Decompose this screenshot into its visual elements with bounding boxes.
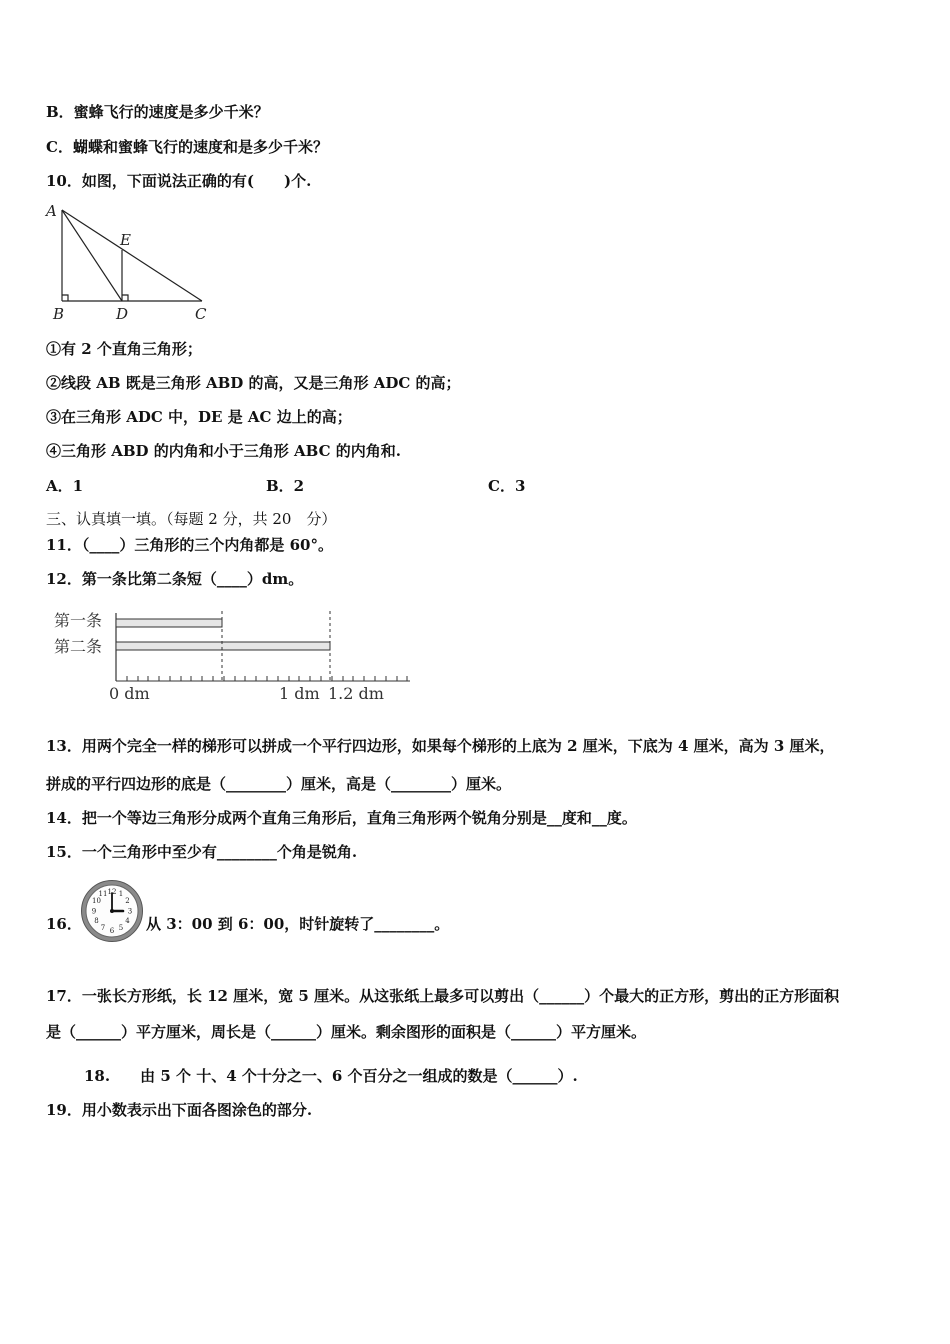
clock-num-9: 9	[91, 907, 97, 916]
option-c-line: C．蝴蝶和蜜蜂飞行的速度和是多少千米？	[46, 138, 328, 156]
statement-1: ①有 2 个直角三角形；	[46, 340, 202, 358]
q10-option-c: C．3	[488, 477, 526, 495]
clock-num-3: 3	[127, 907, 133, 916]
question-13-line-2: 拼成的平行四边形的底是（________）厘米，高是（________）厘米。	[46, 775, 512, 793]
clock-num-5: 5	[118, 924, 124, 932]
bar-first	[116, 619, 222, 627]
tick-label-0: 0 dm	[109, 684, 150, 703]
segment-ad	[62, 210, 122, 301]
question-15: 15．一个三角形中至少有________个角是锐角.	[46, 843, 358, 861]
tick-label-1: 1 dm	[279, 684, 320, 703]
question-16-number: 16．	[46, 915, 82, 933]
statement-2: ②线段 AB 既是三角形 ABD 的高，又是三角形 ADC 的高；	[46, 374, 461, 392]
question-10: 10．如图，下面说法正确的有( )个.	[46, 172, 312, 190]
right-angle-b	[62, 295, 68, 301]
label-e: E	[120, 231, 131, 249]
row-label-second: 第二条	[54, 637, 103, 656]
clock-num-1: 1	[118, 890, 124, 898]
question-14: 14．把一个等边三角形分成两个直角三角形后，直角三角形两个锐角分别是__度和__度。	[46, 809, 637, 827]
question-18: 18. 由 5 个 十、4 个十分之一、6 个百分之一组成的数是（______）.	[84, 1067, 578, 1085]
question-16-text: 从 3：00 到 6：00，时针旋转了________。	[146, 915, 450, 933]
clock-num-12: 12	[107, 888, 117, 896]
section-3-heading: 三、认真填一填。（每题 2 分，共 20 分）	[46, 510, 337, 528]
clock-num-6: 6	[109, 927, 115, 935]
row-label-first: 第一条	[54, 611, 103, 630]
triangle-figure	[40, 200, 220, 325]
clock-num-8: 8	[94, 917, 99, 925]
clock-num-2: 2	[125, 897, 130, 905]
clock-num-4: 4	[125, 917, 130, 925]
bar-figure	[46, 605, 416, 705]
question-12: 12．第一条比第二条短（____）dm。	[46, 570, 304, 588]
label-d: D	[116, 305, 129, 323]
statement-4: ④三角形 ABD 的内角和小于三角形 ABC 的内角和.	[46, 442, 401, 460]
question-17-line-1: 17．一张长方形纸，长 12 厘米，宽 5 厘米。从这张纸上最多可以剪出（______）个最大的正方形，剪出的正方形面积	[46, 987, 840, 1005]
q10-option-a: A．1	[46, 477, 84, 495]
question-17-line-2: 是（______）平方厘米，周长是（______）厘米。剩余图形的面积是（______）平方厘米。	[46, 1023, 647, 1041]
label-b: B	[53, 305, 65, 323]
clock-num-11: 11	[98, 890, 108, 898]
bar-second	[116, 642, 330, 650]
statement-3: ③在三角形 ADC 中，DE 是 AC 边上的高；	[46, 408, 352, 426]
option-b-line: B．蜜蜂飞行的速度是多少千米？	[46, 103, 269, 121]
tick-label-1-2: 1.2 dm	[328, 684, 384, 703]
label-a: A	[46, 202, 57, 220]
clock-icon	[80, 879, 144, 943]
ruler-axis	[116, 676, 410, 681]
q10-option-b: B．2	[266, 477, 305, 495]
clock-num-10: 10	[92, 897, 101, 905]
question-19: 19．用小数表示出下面各图涂色的部分.	[46, 1101, 313, 1119]
right-angle-d	[122, 295, 128, 301]
question-13-line-1: 13．用两个完全一样的梯形可以拼成一个平行四边形，如果每个梯形的上底为 2 厘米，下底为 4 厘米，高为 3 厘米，	[46, 737, 835, 755]
label-c: C	[195, 305, 207, 323]
question-11: 11．（____）三角形的三个内角都是 60°。	[46, 536, 333, 554]
clock-num-7: 7	[100, 924, 106, 932]
segment-ac	[62, 210, 202, 301]
